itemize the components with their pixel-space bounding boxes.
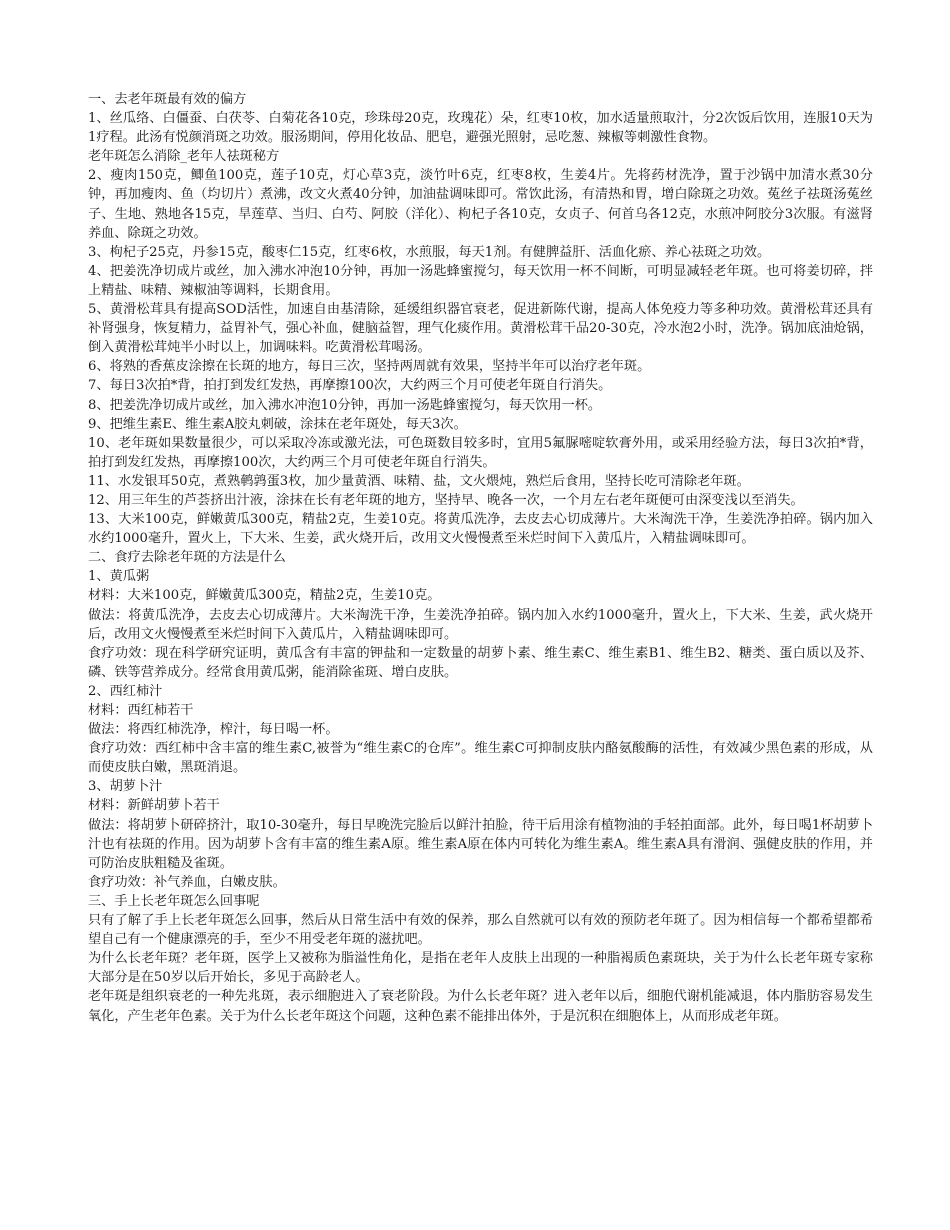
paragraph: 12、用三年生的芦荟挤出汁液，涂抹在长有老年斑的地方，坚持早、晚各一次，一个月左右老年斑便可由深变浅以至消失。	[88, 492, 804, 508]
paragraph: 13、大米100克，鲜嫩黄瓜300克，精盐2克，生姜10克。将黄瓜洗净，去皮去心切成薄片。大米淘洗干净，生姜洗净拍碎。锅内加入水约1000毫升，置火上，下大米、生姜，武火烧开后，改用文火慢慢煮至米烂时间下入黄瓜片，入精盐调味即可。	[88, 512, 873, 547]
paragraph: 为什么长老年斑？老年斑，医学上又被称为脂溢性角化，是指在老年人皮肤上出现的一种脂褐质色素斑块，关于为什么长老年斑专家称大部分是在50岁以后开始长，多见于高龄老人。	[88, 951, 873, 986]
paragraph: 只有了解了手上长老年斑怎么回事，然后从日常生活中有效的保养，那么自然就可以有效的预防老年斑了。因为相信每一个都希望都希望自己有一个健康漂亮的手，至少不用受老年斑的滋扰吧。	[88, 913, 873, 948]
paragraph: 3、枸杞子25克，丹参15克，酸枣仁15克，红枣6枚，水煎服，每天1剂。有健脾益肝、活血化瘀、养心祛斑之功效。	[88, 244, 771, 260]
paragraph: 2、瘦肉150克，鲫鱼100克，莲子10克，灯心草3克，淡竹叶6克，红枣8枚，生姜4片。先将药材洗净，置于沙锅中加清水煮30分钟，再加瘦肉、鱼（均切片）煮沸，改文火煮40分钟，加油盐调味即可。常饮此汤，有清热和胃，增白除斑之功效。菟丝子祛斑汤菟丝子、生地、熟地各15克，旱莲草、当归、白芍、阿胶（洋化）、枸杞子各10克，女贞子、何首乌各12克，水煎冲阿胶分3次服。有滋肾养血、除斑之功效。	[88, 168, 873, 241]
paragraph: 材料：新鲜胡萝卜若干	[88, 798, 220, 814]
paragraph: 10、老年斑如果数量很少，可以采取冷冻或激光法，可色斑数目较多时，宜用5氟脲嘧啶软膏外用，或采用经验方法，每日3次拍*背，拍打到发红发热，再摩擦100次，大约两三个月可使老年斑自行消失。	[88, 435, 873, 470]
paragraph: 6、将熟的香蕉皮涂擦在长斑的地方，每日三次，坚持两周就有效果，坚持半年可以治疗老年斑。	[88, 359, 651, 375]
heading-section-1: 一、去老年斑最有效的偏方	[88, 92, 247, 107]
paragraph: 做法：将黄瓜洗净，去皮去心切成薄片。大米淘洗干净，生姜洗净拍碎。锅内加入水约1000毫升，置火上，下大米、生姜，武火烧开后，改用文火慢慢煮至米烂时间下入黄瓜片，入精盐调味即可。	[88, 607, 873, 642]
paragraph: 7、每日3次拍*背，拍打到发红发热，再摩擦100次，大约两三个月可使老年斑自行消失。	[88, 378, 612, 394]
paragraph: 食疗功效：现在科学研究证明，黄瓜含有丰富的钾盐和一定数量的胡萝卜素、维生素C、维生素B1、维生B2、糖类、蛋白质以及芥、磷、铁等营养成分。经常食用黄瓜粥，能消除雀斑、增白皮肤。	[88, 645, 873, 680]
paragraph: 材料：大米100克，鲜嫩黄瓜300克，精盐2克，生姜10克。	[88, 588, 441, 604]
document-body	[88, 90, 873, 1026]
subheading: 1、黄瓜粥	[88, 569, 150, 585]
subheading: 老年斑怎么消除_老年人祛斑秘方	[88, 149, 280, 165]
paragraph: 老年斑是组织衰老的一种先兆斑，表示细胞进入了衰老阶段。为什么长老年斑？进入老年以后，细胞代谢机能减退，体内脂肪容易发生氧化，产生老年色素。关于为什么长老年斑这个问题，这种色素不能排出体外，于是沉积在细胞体上，从而形成老年斑。	[88, 989, 873, 1024]
heading-section-3: 三、手上长老年斑怎么回事呢	[88, 893, 260, 909]
paragraph: 8、把姜洗净切成片或丝，加入沸水冲泡10分钟，再加一汤匙蜂蜜搅匀，每天饮用一杯。	[88, 397, 602, 413]
heading-section-2: 二、食疗去除老年斑的方法是什么	[88, 550, 286, 566]
paragraph: 材料：西红柿若干	[88, 703, 194, 718]
paragraph: 做法：将胡萝卜研碎挤汁，取10-30毫升，每日早晚洗完脸后以鲜汁拍脸，待干后用涂有植物油的手轻拍面部。此外，每日喝1杯胡萝卜汁也有祛斑的作用。因为胡萝卜含有丰富的维生素A原。维生素A原在体内可转化为维生素A。维生素A具有滑润、强健皮肤的作用，并可防治皮肤粗糙及雀斑。	[88, 817, 873, 871]
paragraph: 5、黄滑松茸具有提高SOD活性，加速自由基清除，延缓组织器官衰老，促进新陈代谢，提高人体免疫力等多种功效。黄滑松茸还具有补肾强身，恢复精力，益胃补气，强心补血，健脑益智，理气化痰作用。黄滑松茸干品20-30克，冷水泡2小时，洗净。锅加底油炝锅，倒入黄滑松茸炖半小时以上，加调味料。吃黄滑松茸喝汤。	[88, 302, 873, 356]
paragraph: 11、水发银耳50克，煮熟鹌鹑蛋3枚，加少量黄酒、味精、盐，文火煨炖，熟烂后食用，坚持长吃可清除老年斑。	[88, 473, 750, 489]
paragraph: 9、把维生素E、维生素A胶丸刺破，涂抹在老年斑处，每天3次。	[88, 416, 467, 432]
paragraph: 食疗功效：补气养血，白嫩皮肤。	[88, 874, 286, 890]
paragraph: 做法：将西红柿洗净，榨汁，每日喝一杯。	[88, 722, 339, 738]
subheading: 2、西红柿汁	[88, 683, 163, 699]
subheading: 3、胡萝卜汁	[88, 779, 163, 795]
paragraph: 1、丝瓜络、白僵蚕、白茯苓、白菊花各10克，珍珠母20克，玫瑰花）朵，红枣10枚，加水适量煎取汁，分2次饭后饮用，连服10天为1疗程。此汤有悦颜消斑之功效。服汤期间，停用化妆品、肥皂，避强光照射，忌吃葱、辣椒等刺激性食物。	[88, 111, 873, 146]
paragraph: 食疗功效：西红柿中含丰富的维生素C,被誉为“维生素C的仓库”。维生素C可抑制皮肤内酪氨酸酶的活性，有效减少黑色素的形成，从而使皮肤白嫩，黑斑消退。	[88, 741, 873, 776]
paragraph: 4、把姜洗净切成片或丝，加入沸水冲泡10分钟，再加一汤匙蜂蜜搅匀，每天饮用一杯不间断，可明显减轻老年斑。也可将姜切碎，拌上精盐、味精、辣椒油等调料，长期食用。	[88, 263, 873, 298]
